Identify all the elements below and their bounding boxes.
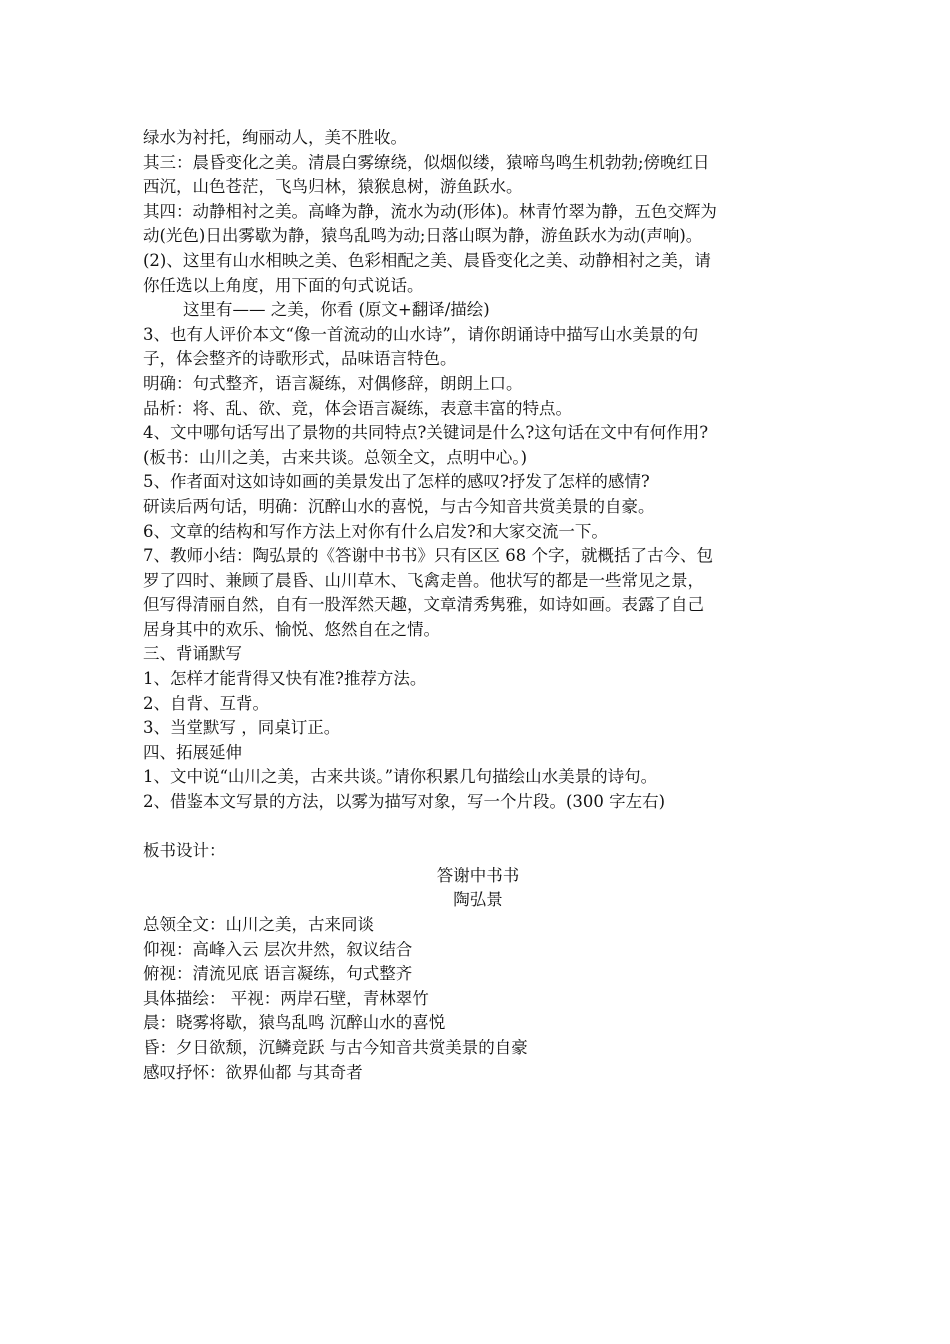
- board-line: 具体描绘： 平视：两岸石壁，青林翠竹: [143, 988, 429, 1008]
- text-line: 1、怎样才能背得又快有准?推荐方法。: [143, 669, 427, 689]
- board-line: 感叹抒怀：欲界仙都 与其奇者: [143, 1062, 363, 1082]
- document-page: [143, 126, 813, 1085]
- text-line: 3、当堂默写 ，同桌订正。: [143, 718, 341, 738]
- text-line: (板书：山川之美，古来共谈。总领全文，点明中心。): [143, 447, 528, 467]
- text-line: 动(光色)日出雾歇为静，猿鸟乱鸣为动;日落山暝为静，游鱼跃水为动(声响)。: [143, 226, 703, 246]
- board-line: 俯视：清流见底 语言凝练，句式整齐: [143, 964, 413, 984]
- board-line: 晨：晓雾将歇，猿鸟乱鸣 沉醉山水的喜悦: [143, 1013, 446, 1033]
- text-line: 西沉，山色苍茫，飞鸟归林，猿猴息树，游鱼跃水。: [143, 177, 523, 197]
- section-heading: 四、拓展延伸: [143, 742, 242, 762]
- text-line: 6、文章的结构和写作方法上对你有什么启发?和大家交流一下。: [143, 521, 608, 541]
- section-heading: 三、背诵默写: [143, 644, 242, 664]
- text-line: 5、作者面对这如诗如画的美景发出了怎样的感叹?抒发了怎样的感情?: [143, 472, 650, 492]
- text-line: 3、也有人评价本文“像一首流动的山水诗”，请你朗诵诗中描写山水美景的句: [143, 324, 699, 344]
- text-line: 居身其中的欢乐、愉悦、悠然自在之情。: [143, 619, 440, 639]
- text-line: 其四：动静相衬之美。高峰为静，流水为动(形体)。林青竹翠为静，五色交辉为: [143, 201, 717, 221]
- board-line: 昏：夕日欲颓，沉鳞竞跃 与古今知音共赏美景的自豪: [143, 1037, 528, 1057]
- text-line: 1、文中说“山川之美，古来共谈。”请你积累几句描绘山水美景的诗句。: [143, 767, 658, 787]
- text-line: 但写得清丽自然，自有一股浑然天趣，文章清秀隽雅，如诗如画。表露了自己: [143, 595, 704, 615]
- text-line: 罗了四时、兼顾了晨昏、山川草木、飞禽走兽。他状写的都是一些常见之景，: [143, 570, 704, 590]
- text-line: 4、文中哪句话写出了景物的共同特点?关键词是什么?这句话在文中有何作用?: [143, 423, 709, 443]
- board-title: 答谢中书书: [436, 865, 520, 885]
- text-line: 绿水为衬托，绚丽动人，美不胜收。: [143, 128, 407, 147]
- text-line: 品析：将、乱、欲、竞，体会语言凝练，表意丰富的特点。: [143, 398, 572, 418]
- text-line: 其三：晨昏变化之美。清晨白雾缭绕，似烟似缕，猿啼鸟鸣生机勃勃;傍晚红日: [143, 152, 710, 172]
- text-line: 2、自背、互背。: [143, 693, 269, 713]
- text-line: 子，体会整齐的诗歌形式，品味语言特色。: [143, 349, 457, 369]
- text-line: 研读后两句话，明确：沉醉山水的喜悦，与古今知音共赏美景的自豪。: [143, 496, 655, 516]
- board-line: 仰视：高峰入云 层次井然，叙议结合: [143, 939, 413, 959]
- text-line: 你任选以上角度，用下面的句式说话。: [143, 275, 424, 295]
- text-line: (2)、这里有山水相映之美、色彩相配之美、晨昏变化之美、动静相衬之美，请: [143, 250, 711, 270]
- text-line-indented: 这里有—— 之美，你看 (原文+翻译/描绘): [183, 300, 490, 320]
- text-line: 2、借鉴本文写景的方法，以雾为描写对象，写一个片段。(300 字左右): [143, 792, 666, 812]
- board-author: 陶弘景: [453, 890, 503, 910]
- text-line: 7、教师小结：陶弘景的《答谢中书书》只有区区 68 个字，就概括了古今、包: [143, 546, 713, 566]
- text-line: 明确：句式整齐，语言凝练，对偶修辞，朗朗上口。: [143, 373, 523, 393]
- board-design-heading: 板书设计：: [143, 841, 226, 861]
- board-line: 总领全文：山川之美，古来同谈: [143, 915, 374, 934]
- blank-line: [143, 815, 813, 840]
